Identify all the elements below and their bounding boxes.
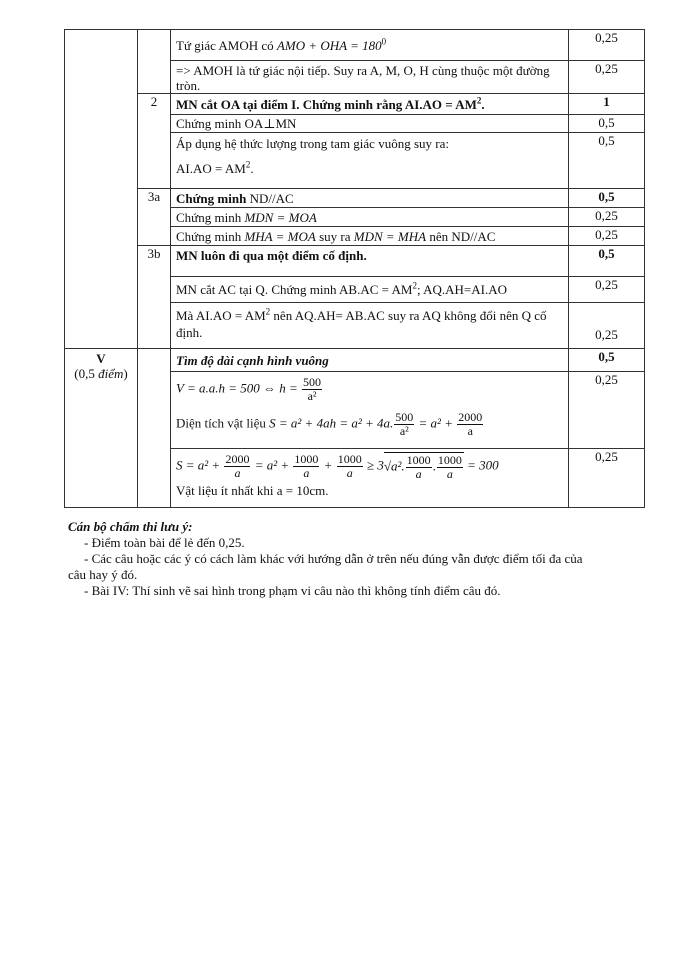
- row-text: Chứng minh: [176, 209, 242, 225]
- row-text: => AMOH là tứ giác nội tiếp. Suy ra A, M, O, H cùng thuộc một đường: [176, 63, 550, 78]
- table-row: [65, 94, 645, 115]
- score: 0,25: [595, 30, 618, 45]
- note-item: - Bài IV: Thí sinh vẽ sai hình trong phạm vi câu nào thì không tính điểm câu đó.: [84, 583, 501, 598]
- question-number: 3a: [147, 189, 161, 204]
- section-points: (0,5 điểm): [74, 366, 128, 381]
- content-cell: [171, 94, 569, 115]
- score-cell: [569, 246, 645, 277]
- row-text: nên ND//AC: [429, 228, 496, 244]
- row-text: Tứ giác AMOH có: [176, 37, 277, 53]
- score-cell: [569, 349, 645, 372]
- content-cell: [171, 30, 569, 61]
- content-cell: [171, 227, 569, 246]
- score: 0,25: [595, 208, 618, 223]
- row-text: MN cắt OA tại điểm I. Chứng minh rằng AI.AO = AM: [176, 96, 477, 112]
- notes-title: Cán bộ chấm thi lưu ý:: [68, 519, 193, 534]
- degree-sup: 0: [381, 36, 387, 47]
- score: 0,5: [598, 133, 615, 148]
- content-cell: [171, 246, 569, 277]
- equation-inequality: S = a² + $\frac{2000}{a}$ = a² + $\frac{1000}{a}$ + $\frac{1000}{a}$ ≥ 3√a². $\frac{1000}{a}$ . $\frac{1000}{a}$ = 300: [176, 452, 499, 481]
- score: 0,25: [595, 61, 618, 76]
- section-cell: [65, 30, 138, 349]
- row-text: $AI.AO = AM^2$.: [176, 159, 254, 176]
- math-expr: MHA = MOA: [244, 228, 316, 244]
- content-cell: [171, 349, 569, 372]
- content-cell: [171, 133, 569, 189]
- score-cell: [569, 303, 645, 349]
- row-text: tròn.: [176, 78, 201, 93]
- question-number-cell: [138, 349, 171, 508]
- score: 0,5: [598, 189, 615, 204]
- content-cell: [171, 303, 569, 349]
- score-cell: [569, 208, 645, 227]
- score-cell: [569, 449, 645, 508]
- section-cell: [65, 349, 138, 508]
- score: 0,25: [595, 327, 618, 342]
- section-label: V: [96, 351, 106, 366]
- score-cell: [569, 115, 645, 133]
- row-text-bold: Chứng minh: [176, 190, 247, 206]
- row-text: định.: [176, 325, 203, 340]
- question-number-cell: [138, 94, 171, 189]
- score-cell: [569, 133, 645, 189]
- score-cell: [569, 372, 645, 449]
- row-text: MN luôn đi qua một điểm cố định.: [176, 248, 367, 263]
- equation-volume: V = a.a.h = 500 ⇔ h = $\frac{500}{\text{a²}}$: [176, 375, 322, 403]
- math-expr: MDN = MOA: [244, 209, 317, 225]
- question-number-cell: [138, 30, 171, 94]
- content-cell: [171, 449, 569, 508]
- row-text: MN cắt AC tại Q. Chứng minh AB.AC = AM: [176, 282, 413, 297]
- score: 1: [603, 94, 610, 109]
- grader-notes: [68, 519, 658, 599]
- table-row: [65, 189, 645, 208]
- math-expr: MDN = MHA: [353, 228, 427, 244]
- content-cell: [171, 372, 569, 449]
- equation-area: Diện tích vật liệu S = a² + 4ah = a² + 4a. $\frac{500}{\text{a²}}$ = a² + $\frac{2000}{a}$: [176, 410, 483, 438]
- score: 0,25: [595, 372, 618, 387]
- content-cell: [171, 208, 569, 227]
- sup: 2: [476, 95, 482, 106]
- note-item: - Điểm toàn bài để lẻ đến 0,25.: [84, 535, 245, 550]
- note-item-continuation: câu hay ý đó.: [68, 567, 138, 582]
- score: 0,5: [598, 246, 615, 261]
- score: 0,25: [595, 449, 618, 464]
- row-text: Áp dụng hệ thức lượng trong tam giác vuông suy ra:: [176, 136, 449, 151]
- row-text: Vật liệu ít nhất khi a = 10cm.: [176, 483, 329, 498]
- score-cell: [569, 227, 645, 246]
- question-number: 2: [150, 94, 158, 109]
- score: 0,25: [595, 227, 618, 242]
- content-cell: [171, 189, 569, 208]
- tail: .: [481, 96, 485, 112]
- question-number-cell: [138, 189, 171, 246]
- content-cell: [171, 115, 569, 133]
- row-text: Tìm độ dài cạnh hình vuông: [176, 352, 329, 368]
- row-text: Chứng minh: [176, 228, 242, 244]
- table-row: [65, 246, 645, 277]
- score-cell: [569, 189, 645, 208]
- score-cell: [569, 61, 645, 94]
- row-text: ; AQ.AH=AI.AO: [416, 282, 508, 297]
- table-row: [65, 349, 645, 372]
- row-text: ND//AC: [246, 190, 294, 206]
- question-number-cell: [138, 246, 171, 349]
- score: 0,5: [598, 115, 615, 130]
- content-cell: [171, 277, 569, 303]
- score: 0,25: [595, 277, 618, 292]
- row-text: Mà $AI.AO = AM^2$ nên AQ.AH= AB.AC suy ra AQ không đổi nên Q cố: [176, 306, 547, 323]
- note-item: - Các câu hoặc các ý có cách làm khác với hướng dẫn ở trên nếu đúng vẫn được điểm tối đa của: [84, 551, 583, 566]
- content-cell: [171, 61, 569, 94]
- score-cell: [569, 94, 645, 115]
- score-cell: [569, 277, 645, 303]
- score: 0,5: [598, 349, 615, 364]
- row-text: Chứng minh OA⊥MN: [176, 116, 297, 131]
- grading-table: [64, 29, 645, 508]
- score-cell: [569, 30, 645, 61]
- row-text: suy ra: [319, 228, 351, 244]
- angle-sum: AMO + OHA = 180: [276, 37, 382, 53]
- cube-root: √a². $\frac{1000}{a}$ . $\frac{1000}{a}$: [383, 453, 462, 481]
- question-number: 3b: [147, 246, 161, 261]
- table-row: [65, 30, 645, 61]
- sup: 2: [412, 280, 417, 291]
